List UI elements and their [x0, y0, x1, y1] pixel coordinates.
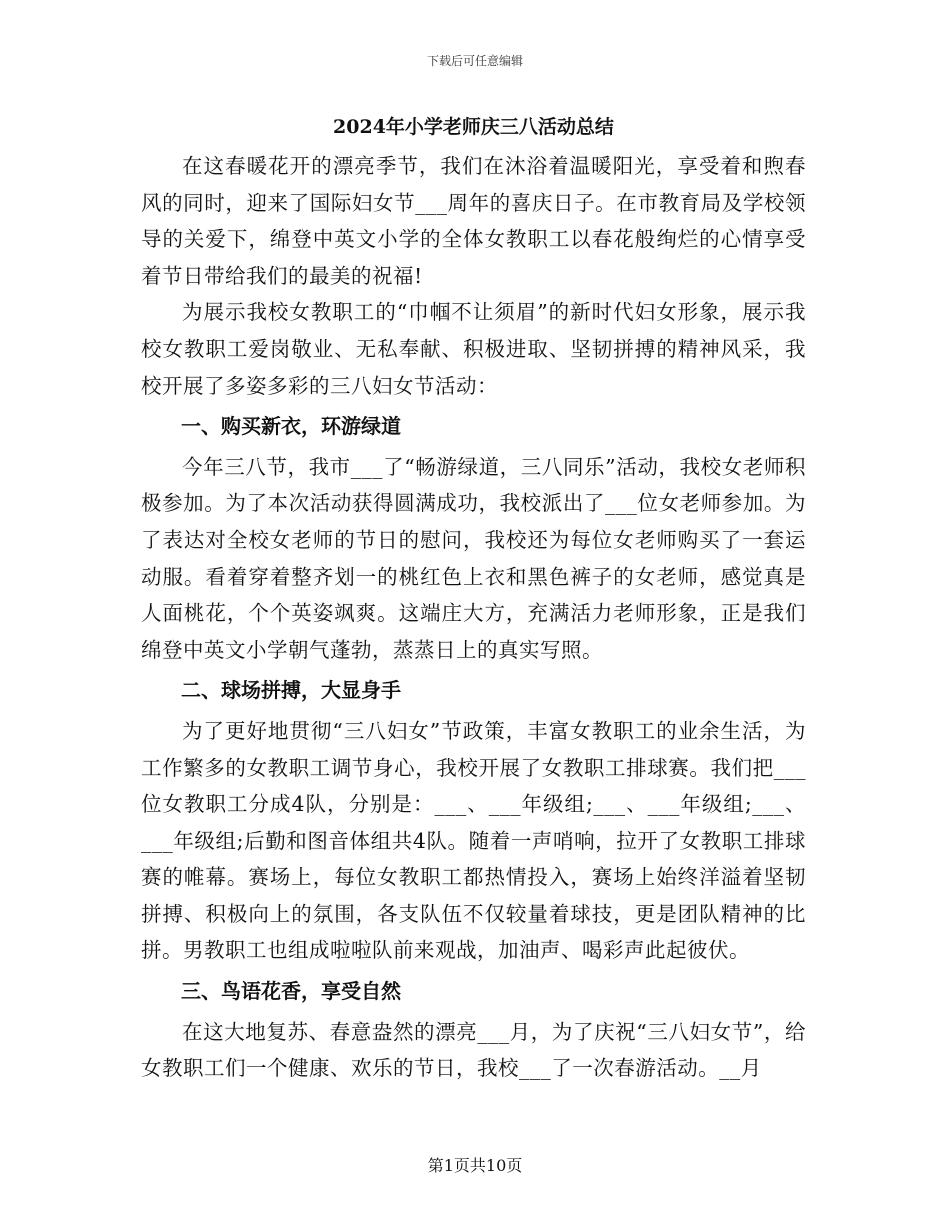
document-title: 2024年小学老师庆三八活动总结: [333, 116, 614, 138]
section-heading-3: 三、鸟语花香，享受自然: [181, 979, 401, 1004]
paragraph-intro: 在这春暖花开的漂亮季节，我们在沐浴着温暖阳光，享受着和煦春风的同时，迎来了国际妇女节___周年的喜庆日子。在市教育局及学校领导的关爱下，绵登中英文小学的全体女教职工以春花般绚烂的心情享受着节日带给我们的最美的祝福!: [141, 154, 806, 288]
paragraph-activities-intro: 为展示我校女教职工的“巾帼不让须眉”的新时代妇女形象，展示我校女教职工爱岗敬业、无私奉献、积极进取、坚韧拼搏的精神风采，我校开展了多姿多彩的三八妇女节活动：: [141, 300, 806, 398]
page-number-footer: 第1页共10页: [427, 1156, 523, 1175]
section-heading-2: 二、球场拼搏，大显身手: [181, 678, 401, 703]
paragraph-section-1: 今年三八节，我市___了“畅游绿道，三八同乐”活动，我校女老师积极参加。为了本次活动获得圆满成功，我校派出了___位女老师参加。为了表达对全校女老师的节日的慰问，我校还为每位女老师购买了一套运动服。看着穿着整齐划一的桃红色上衣和黑色裤子的女老师，感觉真是人面桃花，个个英姿飒爽。这端庄大方，充满活力老师形象，正是我们绵登中英文小学朝气蓬勃，蒸蒸日上的真实写照。: [141, 454, 806, 662]
paragraph-section-3: 在这大地复苏、春意盎然的漂亮___月，为了庆祝“三八妇女节”，给女教职工们一个健康、欢乐的节日，我校___了一次春游活动。__月: [141, 1019, 806, 1081]
page-header-note: 下载后可任意编辑: [426, 54, 523, 68]
section-heading-1: 一、购买新衣，环游绿道: [181, 414, 401, 439]
document-body: [141, 112, 806, 1087]
paragraph-section-2: 为了更好地贯彻“三八妇女”节政策，丰富女教职工的业余生活，为工作繁多的女教职工调节身心，我校开展了女教职工排球赛。我们把___位女教职工分成4队，分别是：___、___年级组;___、___年级组;___、___年级组;后勤和图音体组共4队。随着一声哨响，拉开了女教职工排球赛的帷幕。赛场上，每位女教职工都热情投入，赛场上始终洋溢着坚韧拼搏、积极向上的氛围，各支队伍不仅较量着球技，更是团队精神的比拼。男教职工也组成啦啦队前来观战，加油声、喝彩声此起彼伏。: [141, 718, 806, 963]
